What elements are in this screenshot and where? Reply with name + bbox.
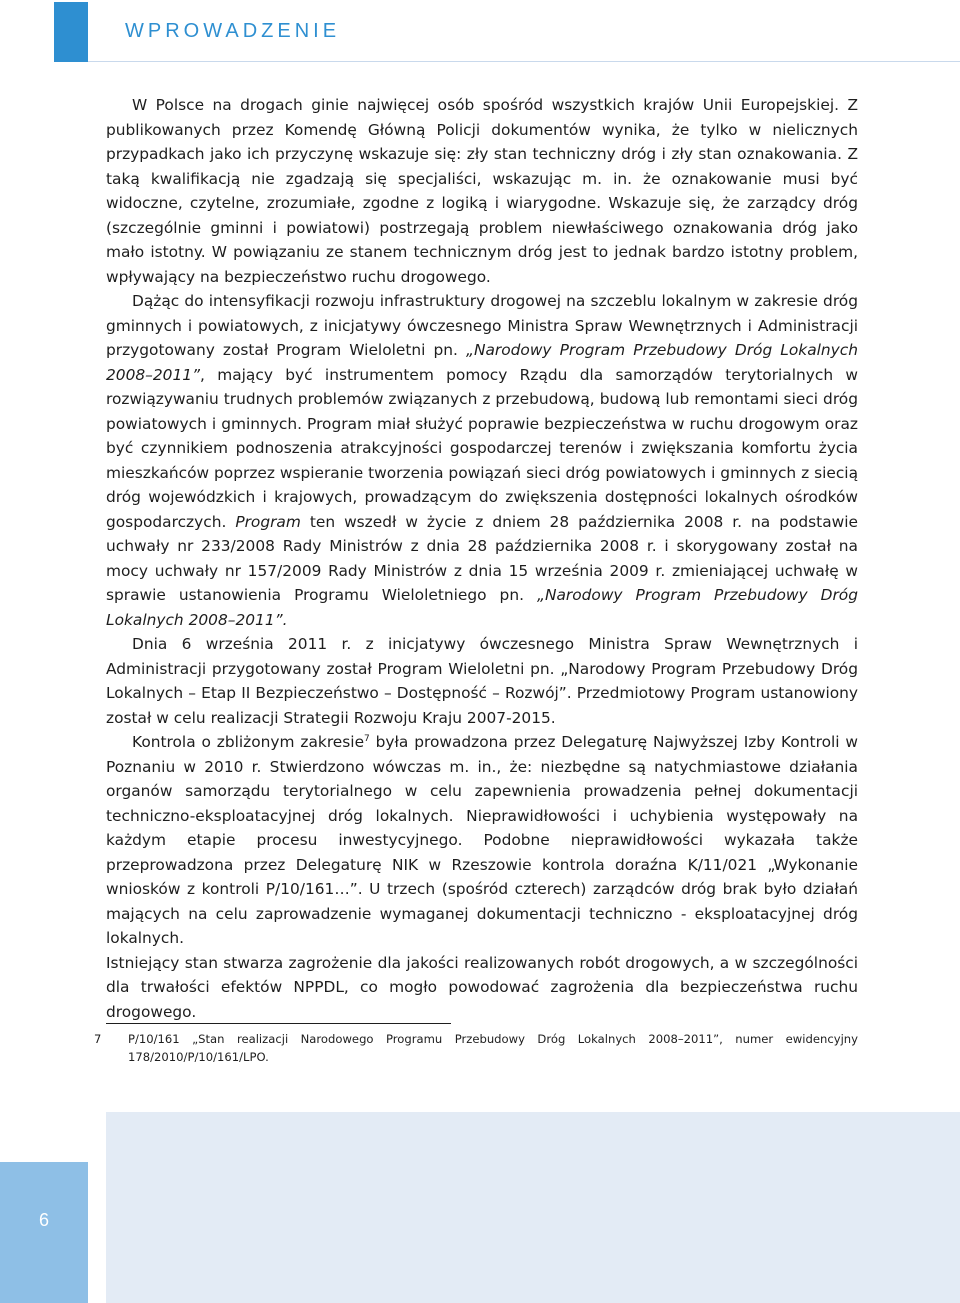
body-text bbox=[106, 93, 858, 1024]
footnote-divider bbox=[106, 1023, 451, 1024]
paragraph-4 bbox=[106, 730, 858, 951]
footnote-number: 7 bbox=[94, 1032, 102, 1046]
page-number-box bbox=[0, 1162, 88, 1303]
footnote-reference[interactable]: 7 bbox=[364, 733, 370, 744]
footnote bbox=[94, 1030, 858, 1066]
section-title: WPROWADZENIE bbox=[125, 20, 341, 42]
footnote-text: P/10/161 „Stan realizacji Narodowego Programu Przebudowy Dróg Lokalnych 2008–2011”, numer ewidencyjny 178/2010/P/10/161/LPO. bbox=[128, 1032, 858, 1064]
page-number: 6 bbox=[38, 1210, 49, 1230]
paragraph-2 bbox=[106, 289, 858, 632]
bottom-panel bbox=[106, 1112, 960, 1303]
paragraph-3: Dnia 6 września 2011 r. z inicjatywy ówczesnego Ministra Spraw Wewnętrznych i Administracji przygotowany został Program Wieloletni pn. „Narodowy Program Przebudowy Dróg Lokalnych – Etap II Bezpieczeństwo – Dostępność – Rozwój”. Przedmiotowy Program ustanowiony został w celu realizacji Strategii Rozwoju Kraju 2007-2015. bbox=[106, 635, 858, 727]
program-italic: Program bbox=[235, 512, 301, 531]
paragraph-2-text-e: ten wszedł w życie z dniem 28 października 2008 r. na podstawie uchwały nr 233/2008 Rady Ministrów z dnia 28 października 2008 r. i skorygowany został na mocy uchwały nr 157/2009 Rady Ministrów z dnia 15 września 2009 r. zmieniającej uchwałę w sprawie ustanowienia Programu Wieloletniego pn. bbox=[106, 512, 858, 604]
program-name-italic: „Narodowy Program Przebudowy Dróg Lokalnych 2008–2011” bbox=[106, 341, 858, 384]
paragraph-5: Istniejący stan stwarza zagrożenie dla jakości realizowanych robót drogowych, a w szczególności dla trwałości efektów NPPDL, co mogło powodować zagrożenia dla bezpieczeństwa ruchu drogowego. bbox=[106, 953, 858, 1021]
header-divider bbox=[88, 61, 960, 62]
paragraph-2-text-c: , mający być instrumentem pomocy Rządu dla samorządów terytorialnych w rozwiązywaniu trudnych problemów związanych z przebudową, budową lub remontami sieci dróg powiatowych i gminnych. Program miał służyć poprawie bezpieczeństwa w ruchu drogowym oraz być czynnikiem podnoszenia atrakcyjności gospodarczej terenów i zwiększania komfortu życia mieszkańców poprzez wspieranie tworzenia powiązań sieci dróg powiatowych i gminnych z siecią dróg wojewódzkich i krajowych, prowadzącym do zwiększenia dostępności lokalnych ośrodków gospodarczych. bbox=[106, 365, 858, 531]
paragraph-2-text-a: Dążąc do intensyfikacji rozwoju infrastruktury drogowej na szczeblu lokalnym w zakresie dróg gminnych i powiatowych, z inicjatywy ówczesnego Ministra Spraw Wewnętrznych i Administracji przygotowany został Program Wieloletni pn. bbox=[106, 292, 858, 359]
header-accent-block bbox=[54, 2, 88, 62]
program-name-italic-2: „Narodowy Program Przebudowy Dróg Lokalnych 2008–2011”. bbox=[106, 586, 858, 629]
paragraph-4-text-a: Kontrola o zbliżonym zakresie bbox=[132, 733, 365, 751]
paragraph-4-text-b: była prowadzona przez Delegaturę Najwyższej Izby Kontroli w Poznaniu w 2010 r. Stwierdzono wówczas m. in., że: niezbędne są natychmiastowe działania organów samorządu terytorialnego w celu zapewnienia prowadzenia pełnej dokumentacji techniczno-eksploatacyjnej dróg lokalnych. Nieprawidłowości i uchybienia występowały na każdym etapie procesu inwestycyjnego. Podobne nieprawidłowości wykazała także przeprowadzona przez Delegaturę NIK w Rzeszowie kontrola doraźna K/11/021 „Wykonanie wniosków z kontroli P/10/161…”. U trzech (spośród czterech) zarządców dróg brak było działań mających na celu zaprowadzenie wymaganej dokumentacji techniczno - eksploatacyjnej dróg lokalnych. bbox=[106, 733, 858, 947]
paragraph-1: W Polsce na drogach ginie najwięcej osób spośród wszystkich krajów Unii Europejskiej. Z publikowanych przez Komendę Główną Policji dokumentów wynika, że tylko w nielicznych przypadkach jako ich przyczynę wskazuje się: zły stan techniczny dróg i zły stan oznakowania. Z taką kwalifikacją nie zgadzają się specjaliści, wskazując m. in. że oznakowanie musi być widoczne, czytelne, zrozumiałe, zgodne z logiką i wiarygodne. Wskazuje się, że zarządcy dróg (szczególnie gminni i powiatowi) postrzegają problem niewłaściwego oznakowania dróg jako mało istotny. W powiązaniu ze stanem technicznym dróg jest to jednak bardzo istotny problem, wpływający na bezpieczeństwo ruchu drogowego. bbox=[106, 96, 858, 286]
